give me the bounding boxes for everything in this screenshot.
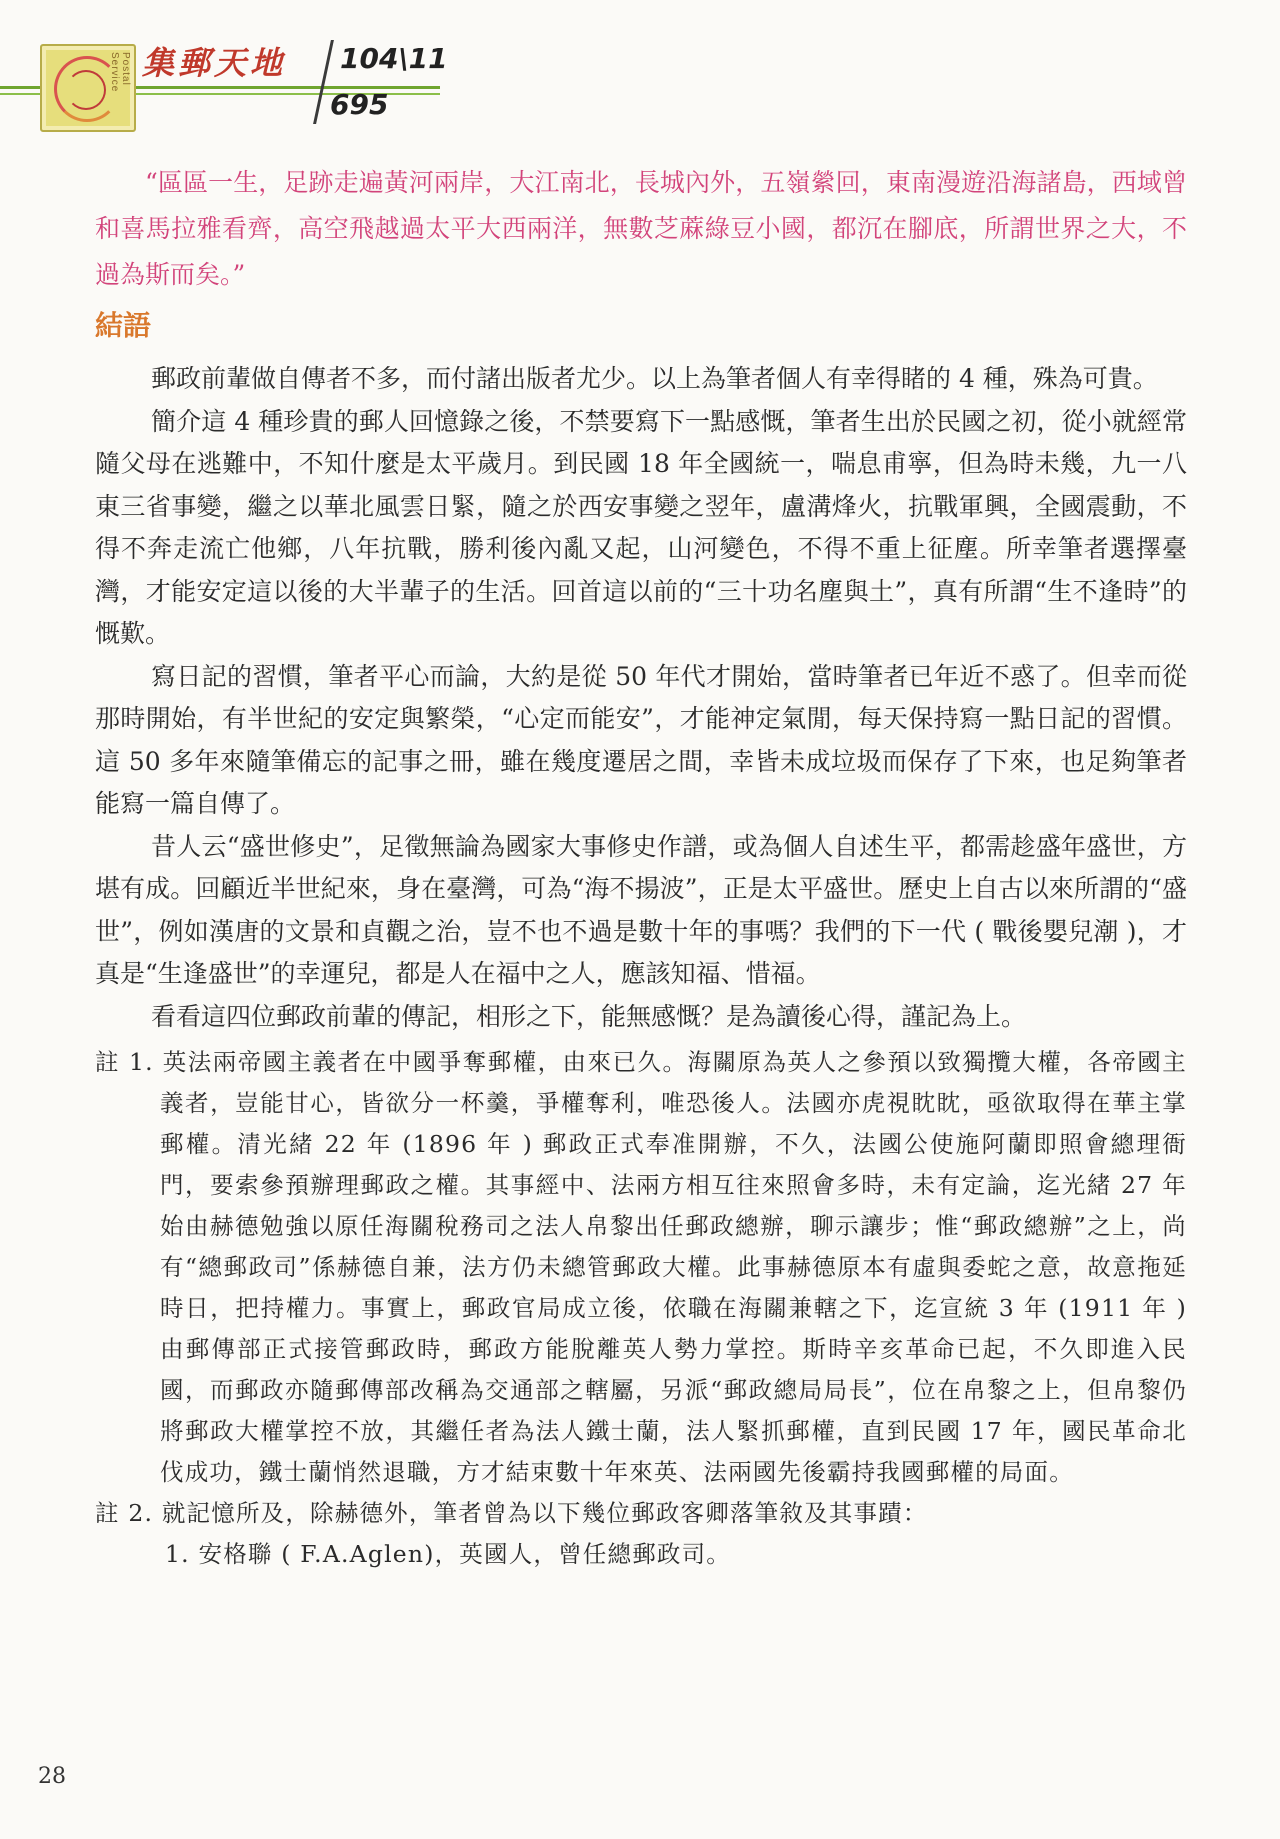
page-number: 28 bbox=[38, 1764, 66, 1789]
footnote-1: 註 1. 英法兩帝國主義者在中國爭奪郵權，由來已久。海關原為英人之參預以致獨攬大權，各帝國主義者，豈能甘心，皆欲分一杯羹，爭權奪利，唯恐後人。法國亦虎視眈眈，亟欲取得在華主掌郵權。清光緒 22 年 (1896 年 ) 郵政正式奉准開辦，不久，法國公使施阿蘭即照會總理衙門，要索參預辦理郵政之權。其事經中、法兩方相互往來照會多時，未有定論，迄光緒 27 年始由赫德勉強以原任海關稅務司之法人帛黎出任郵政總辦，聊示讓步；惟“郵政總辦”之上，尚有“總郵政司”係赫德自兼，法方仍未總管郵政大權。此事赫德原本有虛與委蛇之意，故意拖延時日，把持權力。事實上，郵政官局成立後，依職在海關兼轄之下，迄宣統 3 年 (1911 年 ) 由郵傳部正式接管郵政時，郵政方能脫離英人勢力掌控。斯時辛亥革命已起，不久即進入民國，而郵政亦隨郵傳部改稱為交通部之轄屬，另派“郵政總局局長”，位在帛黎之上，但帛黎仍將郵政大權掌控不放，其繼任者為法人鐵士蘭，法人緊抓郵權，直到民國 17 年，國民革命北伐成功，鐵士蘭悄然退職，方才結束數十年來英、法兩國先後霸持我國郵權的局面。 bbox=[95, 1048, 1187, 1486]
body-paragraph: 郵政前輩做自傳者不多，而付諸出版者尤少。以上為筆者個人有幸得睹的 4 種，殊為可貴。 bbox=[151, 364, 1158, 393]
magazine-logo bbox=[40, 44, 136, 132]
body-paragraph: 寫日記的習慣，筆者平心而論，大約是從 50 年代才開始，當時筆者已年近不惑了。但幸而從那時開始，有半世紀的安定與繁榮，“心定而能安”，才能神定氣閒，每天保持寫一點日記的習慣。這 50 多年來隨筆備忘的記事之冊，雖在幾度遷居之間，幸皆未成垃圾而保存了下來，也足夠筆者能寫一篇自傳了。 bbox=[95, 661, 1187, 818]
magazine-title: 集郵天地 bbox=[142, 44, 287, 82]
page-header bbox=[0, 0, 1280, 140]
body-paragraph: 看看這四位郵政前輩的傳記，相形之下，能無感慨？是為讀後心得，謹記為上。 bbox=[151, 1001, 1027, 1031]
article-body bbox=[95, 160, 1187, 1575]
footnote-2: 註 2. 就記憶所及，除赫德外，筆者曾為以下幾位郵政客卿落筆敘及其事蹟： bbox=[95, 1499, 928, 1527]
logo-side-text: Postal Service bbox=[109, 52, 131, 93]
section-heading: 結語 bbox=[95, 309, 152, 342]
issue-number: 695 bbox=[330, 88, 389, 121]
logo-inner-swirl-icon bbox=[66, 70, 106, 110]
body-paragraph: 昔人云“盛世修史”，足徵無論為國家大事修史作譜，或為個人自述生平，都需趁盛年盛世，方堪有成。回顧近半世紀來，身在臺灣，可為“海不揚波”，正是太平盛世。歷史上自古以來所謂的“盛世”，例如漢唐的文景和貞觀之治，豈不也不過是數十年的事嗎？我們的下一代 ( 戰後嬰兒潮 )，才真是“生逢盛世”的幸運兒，都是人在福中之人，應該知福、惜福。 bbox=[95, 831, 1187, 988]
issue-date: 104\11 bbox=[340, 42, 448, 75]
body-paragraph: 簡介這 4 種珍貴的郵人回憶錄之後，不禁要寫下一點感慨，筆者生出於民國之初，從小就經常隨父母在逃難中，不知什麼是太平歲月。到民國 18 年全國統一，喘息甫寧，但為時未幾，九一八東三省事變，繼之以華北風雲日緊，隨之於西安事變之翌年，盧溝烽火，抗戰軍興，全國震動，不得不奔走流亡他鄉，八年抗戰，勝利後內亂又起，山河變色，不得不重上征塵。所幸筆者選擇臺灣，才能安定這以後的大半輩子的生活。回首這以前的“三十功名塵與土”，真有所謂“生不逢時”的慨歎。 bbox=[95, 406, 1187, 648]
footnote-2-item-1: 1. 安格聯 ( F.A.Aglen)，英國人，曾任總郵政司。 bbox=[165, 1540, 731, 1568]
quote-paragraph: “區區一生，足跡走遍黃河兩岸，大江南北，長城內外，五嶺縈回，東南漫遊沿海諸島，西域曾和喜馬拉雅看齊，高空飛越過太平大西兩洋，無數芝蔴綠豆小國，都沉在腳底，所謂世界之大，不過為斯而矣。” bbox=[95, 168, 1187, 289]
footnotes bbox=[95, 1042, 1187, 1575]
